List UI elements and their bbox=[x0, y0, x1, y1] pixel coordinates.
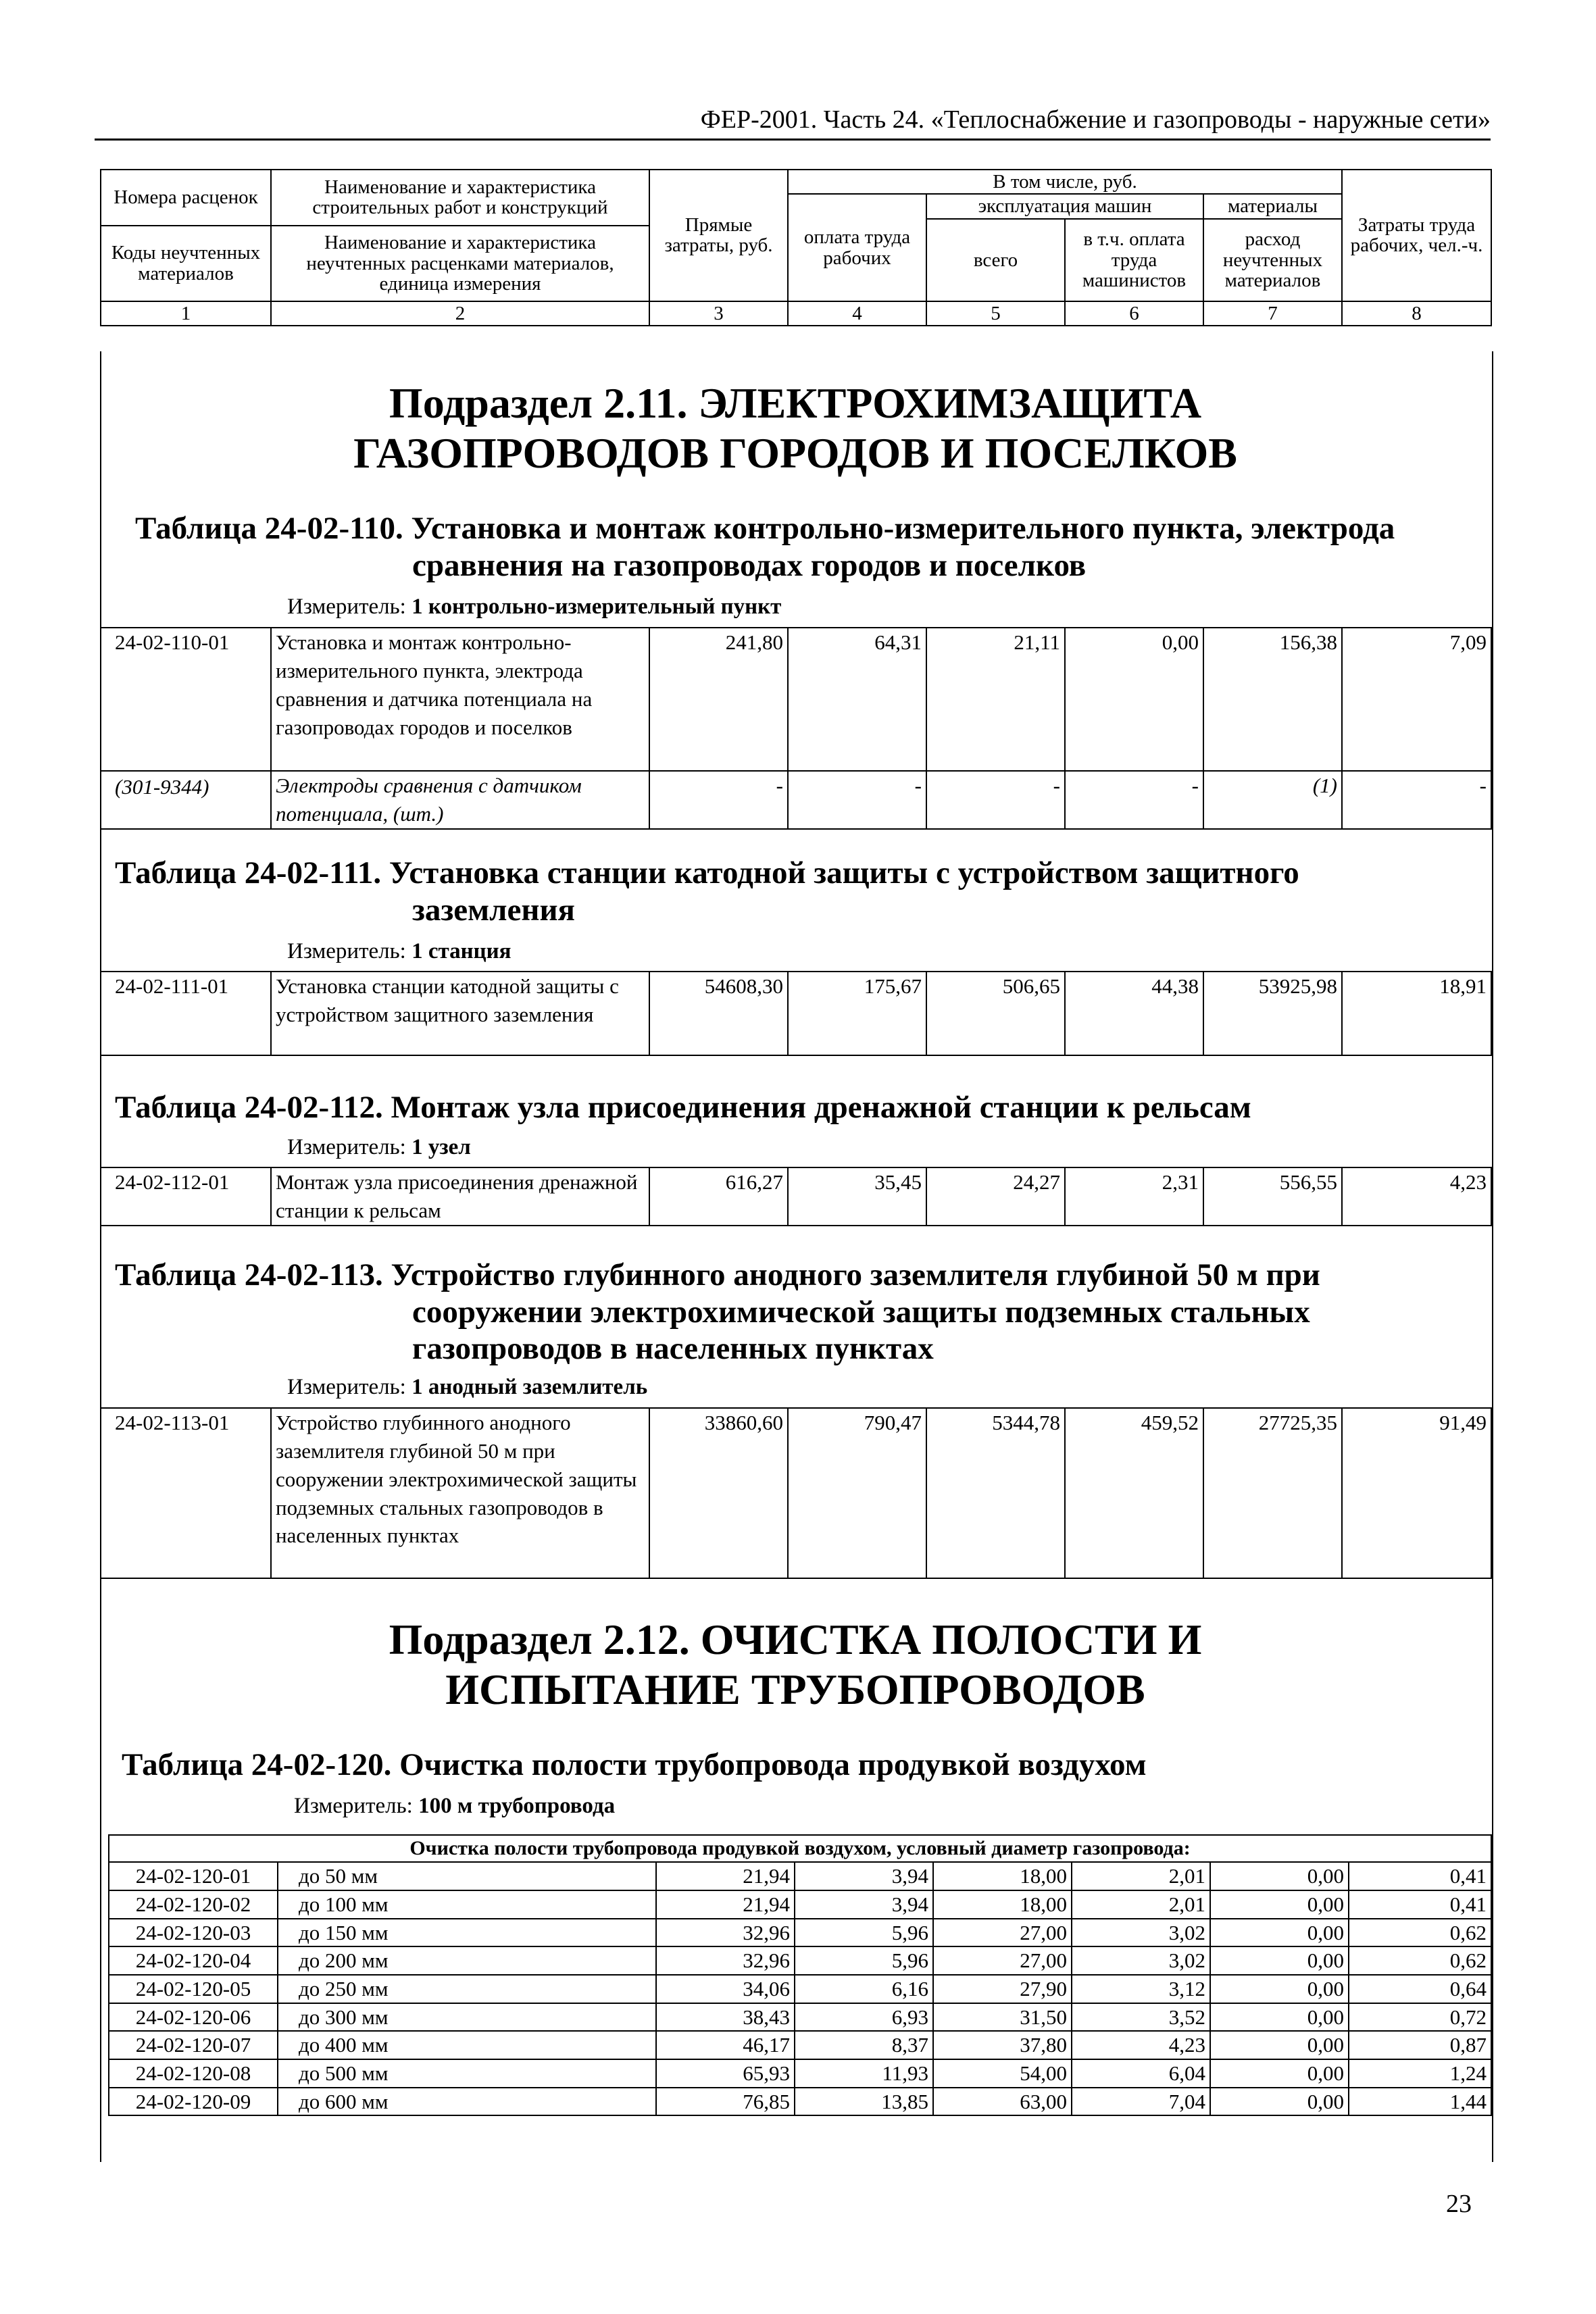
title-line: газопроводов в населенных пунктах bbox=[412, 1331, 934, 1367]
cell-machinist-pay: 459,52 bbox=[1065, 1408, 1203, 1578]
cell-materials: 0,00 bbox=[1210, 2059, 1349, 2088]
cell-labor-hours: 18,91 bbox=[1342, 972, 1491, 1055]
row-code: 24-02-120-07 bbox=[109, 2031, 278, 2059]
cell-labor-hours: 0,72 bbox=[1349, 2003, 1491, 2032]
row-code: 24-02-113-01 bbox=[101, 1408, 271, 1578]
col-2-top-header: Наименование и характеристика строительных работ и конструкций bbox=[271, 170, 649, 226]
col-5-header: всего bbox=[926, 219, 1065, 301]
cell-materials: 0,00 bbox=[1210, 2031, 1349, 2059]
table-title-111 bbox=[115, 855, 1480, 928]
measure-110 bbox=[287, 595, 781, 620]
row-code: 24-02-120-04 bbox=[109, 1946, 278, 1975]
measure-112 bbox=[287, 1135, 471, 1160]
measure-label: Измеритель: bbox=[287, 939, 406, 963]
page-header: ФЕР-2001. Часть 24. «Теплоснабжение и газопроводы - наружные сети» bbox=[95, 105, 1491, 141]
row-desc: Установка и монтаж контрольно-измерительного пункта, электрода сравнения и датчика потенциала на газопроводах городов и поселков bbox=[271, 628, 649, 771]
row-code: 24-02-111-01 bbox=[101, 972, 271, 1055]
cell-machinist-pay: 44,38 bbox=[1065, 972, 1203, 1055]
cell-labor-hours: 7,09 bbox=[1342, 628, 1491, 771]
cell-materials: 156,38 bbox=[1203, 628, 1342, 771]
cell-machines-total: 27,00 bbox=[933, 1919, 1072, 1947]
page-number: 23 bbox=[1446, 2190, 1472, 2218]
cell-dash: - bbox=[926, 771, 1065, 829]
col-num: 8 bbox=[1342, 301, 1491, 326]
measure-113 bbox=[287, 1375, 647, 1400]
cell-materials: 0,00 bbox=[1210, 1862, 1349, 1890]
col-num: 3 bbox=[649, 301, 788, 326]
table-row bbox=[109, 2059, 1491, 2088]
measure-value: 100 м трубопровода bbox=[418, 1794, 616, 1818]
cell-labor-pay: 8,37 bbox=[795, 2031, 933, 2059]
cell-direct-cost: 32,96 bbox=[656, 1946, 795, 1975]
cell-machines-total: 18,00 bbox=[933, 1890, 1072, 1919]
cell-machines-total: 63,00 bbox=[933, 2088, 1072, 2116]
table-row bbox=[101, 1167, 1491, 1226]
machines-header: эксплуатация машин bbox=[926, 194, 1203, 218]
cell-direct-cost: 616,27 bbox=[649, 1167, 788, 1226]
measure-value: 1 анодный заземлитель bbox=[412, 1375, 648, 1399]
material-qty: (1) bbox=[1203, 771, 1342, 829]
cell-labor-hours: 0,62 bbox=[1349, 1919, 1491, 1947]
table-row bbox=[101, 771, 1491, 829]
col-1-bottom-header: Коды неучтенных материалов bbox=[101, 226, 271, 301]
cell-machinist-pay: 2,01 bbox=[1072, 1890, 1210, 1919]
row-desc: до 50 мм bbox=[278, 1862, 656, 1890]
cell-labor-pay: 6,16 bbox=[795, 1975, 933, 2003]
cell-labor-pay: 35,45 bbox=[788, 1167, 926, 1226]
cell-materials: 0,00 bbox=[1210, 1975, 1349, 2003]
cell-machines-total: 27,90 bbox=[933, 1975, 1072, 2003]
row-desc: до 500 мм bbox=[278, 2059, 656, 2088]
cell-materials: 556,55 bbox=[1203, 1167, 1342, 1226]
table-row bbox=[109, 1975, 1491, 2003]
cell-direct-cost: 241,80 bbox=[649, 628, 788, 771]
materials-header: материалы bbox=[1203, 194, 1342, 218]
table-row bbox=[109, 1862, 1491, 1890]
col-num: 4 bbox=[788, 301, 926, 326]
table-row bbox=[101, 1408, 1491, 1578]
title-line: Таблица 24-02-113. Устройство глубинного анодного заземлителя глубиной 50 м при bbox=[115, 1257, 1320, 1292]
cell-labor-pay: 790,47 bbox=[788, 1408, 926, 1578]
col-4-header: оплата труда рабочих bbox=[788, 194, 926, 301]
cell-direct-cost: 21,94 bbox=[656, 1890, 795, 1919]
title-line: Таблица 24-02-120. Очистка полости трубопровода продувкой воздухом bbox=[122, 1747, 1147, 1782]
table-title-120 bbox=[122, 1746, 1473, 1784]
table-title-113 bbox=[115, 1257, 1487, 1367]
row-desc: до 100 мм bbox=[278, 1890, 656, 1919]
section-title-2-12: Подраздел 2.12. ОЧИСТКА ПОЛОСТИ И ИСПЫТАНИЕ ТРУБОПРОВОДОВ bbox=[389, 1615, 1202, 1713]
cell-machinist-pay: 0,00 bbox=[1065, 628, 1203, 771]
cell-labor-hours: 0,41 bbox=[1349, 1862, 1491, 1890]
table-112 bbox=[100, 1167, 1492, 1226]
cell-materials: 0,00 bbox=[1210, 2088, 1349, 2116]
title-line: сооружении электрохимической защиты подземных стальных bbox=[412, 1294, 1310, 1330]
row-desc: до 150 мм bbox=[278, 1919, 656, 1947]
cell-labor-pay: 64,31 bbox=[788, 628, 926, 771]
cell-labor-hours: 1,24 bbox=[1349, 2059, 1491, 2088]
table-row bbox=[109, 1946, 1491, 1975]
measure-label: Измеритель: bbox=[287, 595, 406, 619]
cell-machines-total: 506,65 bbox=[926, 972, 1065, 1055]
col-num: 6 bbox=[1065, 301, 1203, 326]
col-6-header: в т.ч. оплата труда машинистов bbox=[1065, 219, 1203, 301]
cell-labor-pay: 175,67 bbox=[788, 972, 926, 1055]
cell-machinist-pay: 7,04 bbox=[1072, 2088, 1210, 2116]
col-num: 5 bbox=[926, 301, 1065, 326]
cell-labor-pay: 3,94 bbox=[795, 1890, 933, 1919]
title-line: заземления bbox=[412, 892, 575, 928]
cell-machinist-pay: 2,31 bbox=[1065, 1167, 1203, 1226]
cell-machines-total: 24,27 bbox=[926, 1167, 1065, 1226]
cell-direct-cost: 65,93 bbox=[656, 2059, 795, 2088]
cell-labor-hours: 0,41 bbox=[1349, 1890, 1491, 1919]
row-code: 24-02-120-01 bbox=[109, 1862, 278, 1890]
cell-materials: 27725,35 bbox=[1203, 1408, 1342, 1578]
cell-direct-cost: 76,85 bbox=[656, 2088, 795, 2116]
row-code: 24-02-120-02 bbox=[109, 1890, 278, 1919]
row-code: 24-02-120-05 bbox=[109, 1975, 278, 2003]
col-num: 2 bbox=[271, 301, 649, 326]
row-desc: до 250 мм bbox=[278, 1975, 656, 2003]
table-subhead-row bbox=[109, 1835, 1491, 1862]
row-desc: Устройство глубинного анодного заземлителя глубиной 50 м при сооружении электрохимической защиты подземных стальных газопроводов в населенных пунктах bbox=[271, 1408, 649, 1578]
row-desc: до 600 мм bbox=[278, 2088, 656, 2116]
measure-value: 1 узел bbox=[412, 1135, 471, 1159]
cell-machinist-pay: 3,02 bbox=[1072, 1919, 1210, 1947]
table-row bbox=[101, 972, 1491, 1055]
measure-label: Измеритель: bbox=[294, 1794, 413, 1818]
cell-machinist-pay: 4,23 bbox=[1072, 2031, 1210, 2059]
col-num: 1 bbox=[101, 301, 271, 326]
row-code: 24-02-110-01 bbox=[101, 628, 271, 771]
table-row bbox=[109, 2031, 1491, 2059]
table-row bbox=[101, 628, 1491, 771]
cell-machines-total: 18,00 bbox=[933, 1862, 1072, 1890]
row-desc: Монтаж узла присоединения дренажной станции к рельсам bbox=[271, 1167, 649, 1226]
cell-dash: - bbox=[788, 771, 926, 829]
cell-direct-cost: 21,94 bbox=[656, 1862, 795, 1890]
cell-labor-hours: 0,87 bbox=[1349, 2031, 1491, 2059]
cell-direct-cost: 38,43 bbox=[656, 2003, 795, 2032]
measure-value: 1 контрольно-измерительный пункт bbox=[412, 595, 782, 619]
cell-labor-hours: 0,64 bbox=[1349, 1975, 1491, 2003]
row-code: 24-02-120-03 bbox=[109, 1919, 278, 1947]
section-title-2-11: Подраздел 2.11. ЭЛЕКТРОХИМЗАЩИТА ГАЗОПРОВОДОВ ГОРОДОВ И ПОСЕЛКОВ bbox=[353, 379, 1237, 477]
row-code: 24-02-120-06 bbox=[109, 2003, 278, 2032]
table-subhead: Очистка полости трубопровода продувкой воздухом, условный диаметр газопровода: bbox=[109, 1835, 1491, 1862]
cell-machines-total: 5344,78 bbox=[926, 1408, 1065, 1578]
cell-labor-pay: 11,93 bbox=[795, 2059, 933, 2088]
table-row bbox=[109, 2088, 1491, 2116]
cell-direct-cost: 54608,30 bbox=[649, 972, 788, 1055]
row-desc: до 400 мм bbox=[278, 2031, 656, 2059]
table-113 bbox=[100, 1407, 1492, 1579]
material-code: (301-9344) bbox=[101, 771, 271, 829]
col-1-top-header: Номера расценок bbox=[101, 170, 271, 226]
cell-machines-total: 54,00 bbox=[933, 2059, 1072, 2088]
cell-machinist-pay: 2,01 bbox=[1072, 1862, 1210, 1890]
table-120 bbox=[108, 1834, 1492, 2116]
cell-labor-hours: 91,49 bbox=[1342, 1408, 1491, 1578]
cell-direct-cost: 34,06 bbox=[656, 1975, 795, 2003]
cell-direct-cost: 33860,60 bbox=[649, 1408, 788, 1578]
row-code: 24-02-120-08 bbox=[109, 2059, 278, 2088]
cell-labor-hours: 0,62 bbox=[1349, 1946, 1491, 1975]
cell-labor-pay: 3,94 bbox=[795, 1862, 933, 1890]
material-desc: Электроды сравнения с датчиком потенциала, (шт.) bbox=[271, 771, 649, 829]
title-line: Таблица 24-02-111. Установка станции катодной защиты с устройством защитного bbox=[115, 855, 1299, 890]
title-line: сравнения на газопроводах городов и поселков bbox=[412, 547, 1087, 583]
measure-120 bbox=[294, 1794, 615, 1819]
cell-dash: - bbox=[1342, 771, 1491, 829]
title-line: Таблица 24-02-110. Установка и монтаж контрольно-измерительного пункта, электрода bbox=[135, 511, 1395, 546]
table-110 bbox=[100, 627, 1492, 830]
incl-header: В том числе, руб. bbox=[788, 170, 1342, 194]
table-row bbox=[109, 1890, 1491, 1919]
cell-dash: - bbox=[1065, 771, 1203, 829]
cell-materials: 0,00 bbox=[1210, 1919, 1349, 1947]
column-header-table bbox=[100, 169, 1492, 326]
cell-materials: 0,00 bbox=[1210, 1890, 1349, 1919]
col-2-bottom-header: Наименование и характеристика неучтенных расценками материалов, единица измерения bbox=[271, 226, 649, 301]
cell-machines-total: 27,00 bbox=[933, 1946, 1072, 1975]
cell-labor-hours: 4,23 bbox=[1342, 1167, 1491, 1226]
row-desc: до 300 мм bbox=[278, 2003, 656, 2032]
cell-direct-cost: 32,96 bbox=[656, 1919, 795, 1947]
cell-materials: 53925,98 bbox=[1203, 972, 1342, 1055]
table-row bbox=[109, 1919, 1491, 1947]
cell-machines-total: 37,80 bbox=[933, 2031, 1072, 2059]
cell-labor-pay: 5,96 bbox=[795, 1946, 933, 1975]
col-7-header: расход неучтенных материалов bbox=[1203, 219, 1342, 301]
cell-materials: 0,00 bbox=[1210, 1946, 1349, 1975]
col-num: 7 bbox=[1203, 301, 1342, 326]
cell-labor-hours: 1,44 bbox=[1349, 2088, 1491, 2116]
measure-111 bbox=[287, 939, 512, 964]
cell-materials: 0,00 bbox=[1210, 2003, 1349, 2032]
cell-machines-total: 31,50 bbox=[933, 2003, 1072, 2032]
cell-labor-pay: 6,93 bbox=[795, 2003, 933, 2032]
table-title-112 bbox=[115, 1089, 1480, 1126]
table-111 bbox=[100, 971, 1492, 1056]
cell-machines-total: 21,11 bbox=[926, 628, 1065, 771]
title-line: Таблица 24-02-112. Монтаж узла присоединения дренажной станции к рельсам bbox=[115, 1090, 1251, 1125]
row-desc: до 200 мм bbox=[278, 1946, 656, 1975]
cell-labor-pay: 5,96 bbox=[795, 1919, 933, 1947]
col-8-header: Затраты труда рабочих, чел.-ч. bbox=[1342, 170, 1491, 301]
cell-labor-pay: 13,85 bbox=[795, 2088, 933, 2116]
row-desc: Установка станции катодной защиты с устройством защитного заземления bbox=[271, 972, 649, 1055]
table-title-110 bbox=[135, 510, 1480, 584]
table-row bbox=[109, 2003, 1491, 2032]
row-code: 24-02-112-01 bbox=[101, 1167, 271, 1226]
measure-label: Измеритель: bbox=[287, 1375, 406, 1399]
cell-direct-cost: 46,17 bbox=[656, 2031, 795, 2059]
measure-label: Измеритель: bbox=[287, 1135, 406, 1159]
cell-dash: - bbox=[649, 771, 788, 829]
cell-machinist-pay: 3,02 bbox=[1072, 1946, 1210, 1975]
cell-machinist-pay: 3,12 bbox=[1072, 1975, 1210, 2003]
measure-value: 1 станция bbox=[412, 939, 512, 963]
col-3-header: Прямые затраты, руб. bbox=[649, 170, 788, 301]
cell-machinist-pay: 6,04 bbox=[1072, 2059, 1210, 2088]
cell-machinist-pay: 3,52 bbox=[1072, 2003, 1210, 2032]
row-code: 24-02-120-09 bbox=[109, 2088, 278, 2116]
